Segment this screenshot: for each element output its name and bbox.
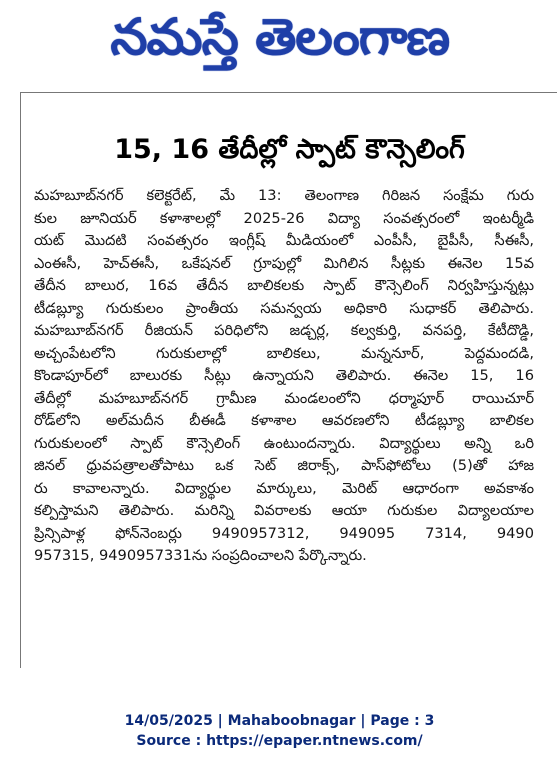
article-line: తేదీల్లో మహబూబ్‌నగర్ గ్రామీణ మండలంలోని ధర్మాపూర్ రాయిచూర్ — [34, 389, 534, 407]
article-line: కొండాపూర్‌లో బాలురకు సీట్లు ఉన్నాయని తెలిపారు. ఈనెల 15, 16 — [34, 367, 534, 384]
article-line: మహబూబ్‌నగర్ కలెక్టరేట్, మే 13: తెలంగాణ గిరిజన సంక్షేమ గురు — [34, 187, 534, 204]
edition-info: 14/05/2025 | Mahaboobnagar | Page : 3 — [124, 713, 435, 729]
newspaper-masthead — [0, 0, 559, 86]
article-line: మహబూబ్‌నగర్ రీజియన్ పరిధిలోని జడ్చర్ల, కల్వకుర్తి, వనపర్తి, కేటీదొడ్డి, — [34, 322, 534, 339]
article-line: గురుకులంలో స్పాట్ కౌన్సెలింగ్ ఉంటుందన్నారు. విద్యార్థులు అన్ని ఒరి — [34, 434, 534, 452]
article-line: జినల్ ధ్రువపత్రాలతోపాటు ఒక సెట్ జిరాక్స్, పాస్‌ఫోటోలు (5)తో హాజ — [34, 457, 534, 474]
article-line: అచ్చంపేటలోని గురుకులాల్లో బాలికలు, మన్ననూర్, పెద్దమందడి, — [34, 344, 534, 362]
article-headline: 15, 16 తేదీల్లో స్పాట్ కౌన్సెలింగ్ — [114, 134, 465, 165]
article-body — [34, 185, 534, 568]
clipping-footer — [0, 711, 559, 751]
article-line: టీడబ్ల్యూ గురుకులం ప్రాంతీయ సమన్వయ అధికారి సుధాకర్ తెలిపారు. — [34, 299, 534, 317]
article-line: యట్ మొదటి సంవత్సరం ఇంగ్లీష్ మీడియంలో ఎంపీసీ, బైపీసీ, సీఈసీ, — [34, 232, 534, 249]
article-line: రు కావాలన్నారు. విద్యార్థుల మార్కులు, మెరిట్ ఆధారంగా అవకాశం — [34, 479, 534, 497]
article-line: ఎంఈసీ, హెచ్ఈసీ, ఒకేషనల్ గ్రూపుల్లో మిగిలిన సీట్లకు ఈనెల 15వ — [34, 254, 534, 272]
article-line: రోడ్‌లోని అల్‌మదీన బీఈడీ కళాశాల ఆవరణలోని టీడబ్ల్యూ బాలికల — [34, 412, 534, 429]
article-line: తేదీన బాలుర, 16వ తేదీన బాలికలకు స్పాట్ కౌన్సెలింగ్ నిర్వహిస్తున్నట్లు — [34, 277, 534, 294]
article-line: ప్రిన్సిపాళ్ల ఫోన్‌నెంబర్లు 9490957312, 949095 7314, 9490 — [34, 524, 534, 542]
article-line: 957315, 9490957331ను సంప్రదించాలని పేర్కొన్నారు. — [34, 547, 367, 564]
article-line: కల్పిస్తామని తెలిపారు. మరిన్ని వివరాలకు ఆయా గురుకుల విద్యాలయాల — [34, 502, 534, 519]
newspaper-logo: నమస్తే తెలంగాణ — [110, 7, 449, 66]
article-line: కుల జూనియర్ కళాశాలల్లో 2025-26 విద్యా సంవత్సరంలో ఇంటర్మీడి — [34, 209, 534, 227]
source-link[interactable]: Source : https://epaper.ntnews.com/ — [136, 733, 423, 749]
